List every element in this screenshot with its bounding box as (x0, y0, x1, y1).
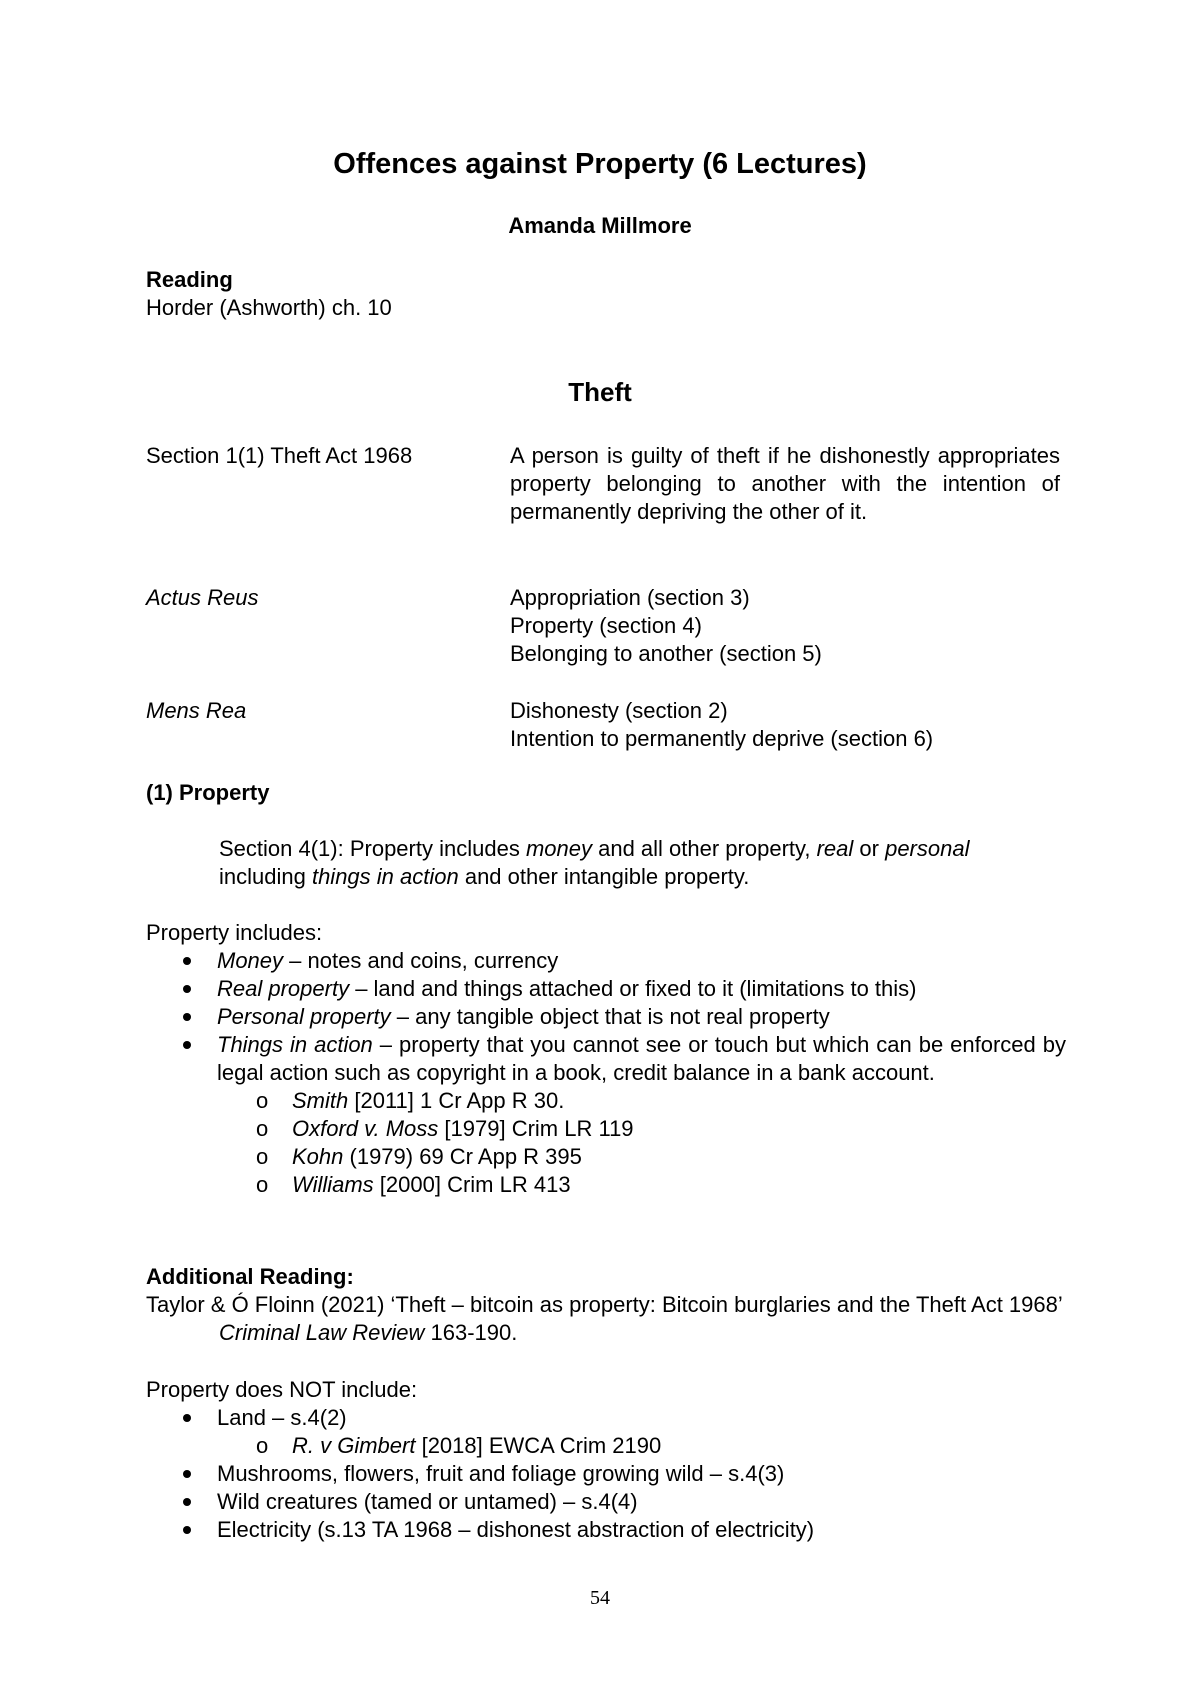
section-text: and other intangible property. (458, 864, 750, 889)
includes-intro: Property includes: (146, 920, 323, 945)
section-text-italic: real (816, 836, 854, 861)
reading-heading: Reading (146, 267, 233, 292)
mens-rea-item: Dishonesty (section 2) (510, 698, 728, 723)
circle-bullet-icon: o (256, 1144, 269, 1169)
list-item: Land – s.4(2) (145, 1404, 1066, 1432)
bullet-icon (183, 1498, 191, 1506)
author-name: Amanda Millmore (508, 213, 692, 238)
case-item: o Smith [2011] 1 Cr App R 30. (256, 1088, 565, 1113)
reading-text: Horder (Ashworth) ch. 10 (146, 295, 392, 320)
list-item: Mushrooms, flowers, fruit and foliage growing wild – s.4(3) (145, 1460, 1066, 1488)
property-excludes-section (146, 1376, 1066, 1544)
reading-section (146, 266, 392, 322)
mens-rea-item: Intention to permanently deprive (section 6) (510, 726, 934, 751)
list-item: Real property – land and things attached or fixed to it (limitations to this) (145, 975, 1066, 1003)
property-heading: (1) Property (146, 780, 270, 805)
theft-definition: A person is guilty of theft if he dishonestly appropriates property belonging to another with the intention of permanently depriving the other of it. (510, 443, 1060, 524)
list-item: Wild creatures (tamed or untamed) – s.4(4) (145, 1488, 1066, 1516)
property-includes-section (146, 919, 1066, 1199)
page-title: Offences against Property (6 Lectures) (333, 148, 867, 180)
list-item: Money – notes and coins, currency (145, 947, 1066, 975)
page-number: 54 (590, 1587, 610, 1609)
case-list (146, 1087, 1066, 1199)
excludes-list (145, 1404, 1066, 1432)
bullet-icon (183, 1526, 191, 1534)
actus-reus-label: Actus Reus (146, 585, 259, 610)
case-item: o Oxford v. Moss [1979] Crim LR 119 (256, 1116, 634, 1141)
additional-reading-section (146, 1263, 1066, 1347)
list-item: Things in action – property that you cannot see or touch but which can be enforced by legal action such as copyright in a book, credit balance in a bank account. (145, 1031, 1066, 1087)
excludes-list-continued (145, 1460, 1066, 1544)
additional-reading-heading: Additional Reading: (146, 1264, 354, 1289)
circle-bullet-icon: o (256, 1172, 269, 1197)
section-text: including (219, 864, 312, 889)
theft-heading: Theft (568, 377, 632, 407)
bullet-icon (183, 1041, 191, 1049)
actus-reus-item: Appropriation (section 3) (510, 585, 750, 610)
section-4-1-text (219, 835, 1064, 891)
statute-label: Section 1(1) Theft Act 1968 (146, 443, 413, 468)
section-text-italic: money (525, 836, 592, 861)
additional-reading-citation: Taylor & Ó Floinn (2021) ‘Theft – bitcoin as property: Bitcoin burglaries and the Theft Act 1968’ Criminal Law Review 163-190. (146, 1292, 1062, 1345)
circle-bullet-icon: o (256, 1088, 269, 1113)
bullet-icon (183, 1013, 191, 1021)
section-text: Section 4(1): Property includes (219, 836, 526, 861)
circle-bullet-icon: o (256, 1433, 269, 1458)
actus-reus-elements (510, 584, 1060, 668)
excludes-intro: Property does NOT include: (146, 1377, 418, 1402)
section-text: and all other property, (591, 836, 817, 861)
case-item: o Williams [2000] Crim LR 413 (256, 1172, 571, 1197)
bullet-icon (183, 1414, 191, 1422)
section-text-italic: personal (885, 836, 970, 861)
list-item: Personal property – any tangible object that is not real property (145, 1003, 1066, 1031)
case-list (146, 1432, 1066, 1460)
bullet-icon (183, 957, 191, 965)
actus-reus-item: Belonging to another (section 5) (510, 641, 822, 666)
mens-rea-label: Mens Rea (146, 698, 247, 723)
section-text: or (853, 836, 886, 861)
bullet-icon (183, 1470, 191, 1478)
list-item: Electricity (s.13 TA 1968 – dishonest abstraction of electricity) (145, 1516, 1066, 1544)
mens-rea-elements (510, 697, 1060, 753)
section-text-italic: things in action (311, 864, 459, 889)
bullet-icon (183, 985, 191, 993)
circle-bullet-icon: o (256, 1116, 269, 1141)
includes-list (145, 947, 1066, 1087)
case-item: o Kohn (1979) 69 Cr App R 395 (256, 1144, 582, 1169)
case-item: o R. v Gimbert [2018] EWCA Crim 2190 (256, 1433, 662, 1458)
actus-reus-item: Property (section 4) (510, 613, 702, 638)
